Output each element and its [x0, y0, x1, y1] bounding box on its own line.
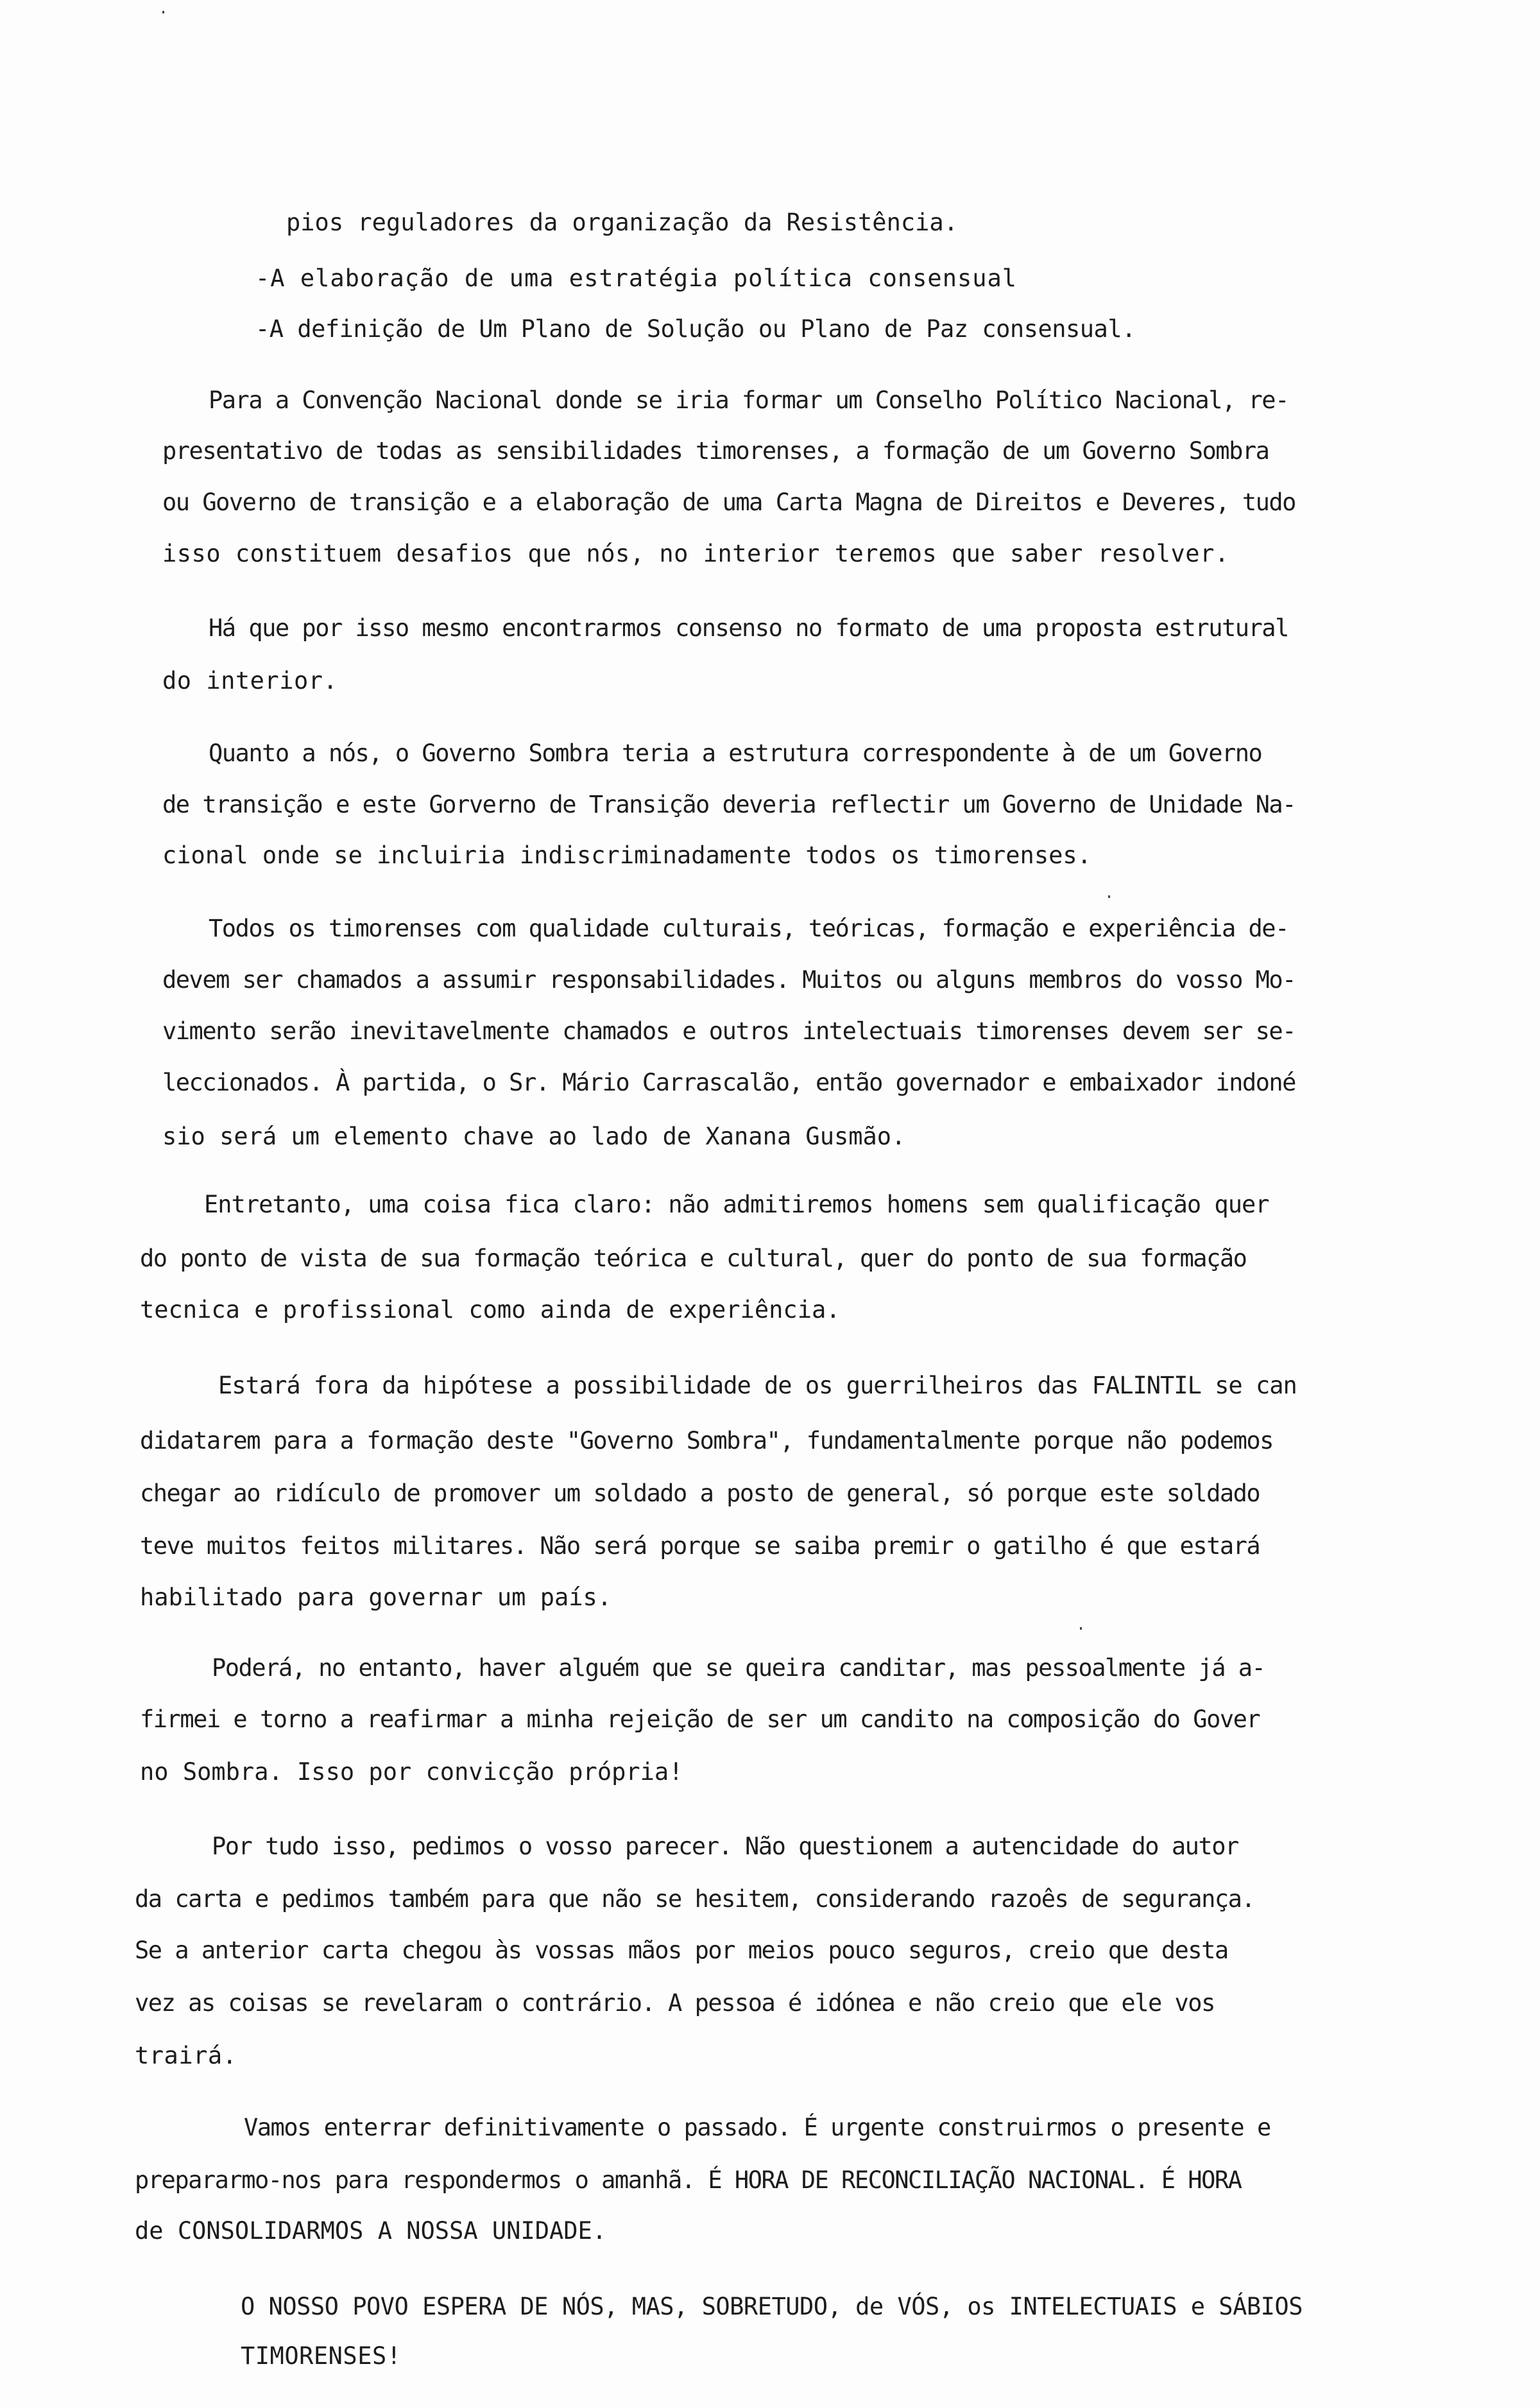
text-line: de transição e este Gorverno de Transição deveria reflectir um Governo de Unidade Na-	[162, 791, 1296, 818]
text-line: Por tudo isso, pedimos o vosso parecer. Não questionem a autencidade do autor	[212, 1833, 1238, 1860]
text-line: Para a Convenção Nacional donde se iria formar um Conselho Político Nacional, re-	[209, 386, 1288, 414]
text-line: sio será um elemento chave ao lado de Xanana Gusmão.	[162, 1123, 906, 1150]
text-line: trairá.	[135, 2042, 237, 2069]
text-line: pios reguladores da organização da Resistência.	[286, 209, 958, 236]
text-line: chegar ao ridículo de promover um soldado a posto de general, só porque este soldado	[140, 1480, 1260, 1507]
text-line: do interior.	[162, 667, 338, 694]
text-line: vimento serão inevitavelmente chamados e outros intelectuais timorenses devem ser se-	[162, 1017, 1296, 1045]
text-line: Entretanto, uma coisa fica claro: não admitiremos homens sem qualificação quer	[204, 1191, 1269, 1218]
text-line: do ponto de vista de sua formação teórica e cultural, quer do ponto de sua formação	[140, 1245, 1247, 1272]
text-line: isso constituem desafios que nós, no interior teremos que saber resolver.	[162, 540, 1229, 567]
text-line: didatarem para a formação deste "Governo Sombra", fundamentalmente porque não podemos	[140, 1427, 1273, 1454]
text-line: Todos os timorenses com qualidade culturais, teóricas, formação e experiência de-	[209, 915, 1288, 942]
text-line: Se a anterior carta chegou às vossas mãos por meios pouco seguros, creio que desta	[135, 1937, 1228, 1964]
scan-speck	[1108, 895, 1110, 898]
text-line: -A elaboração de uma estratégia política consensual	[255, 264, 1018, 292]
text-line: presentativo de todas as sensibilidades timorenses, a formação de um Governo Sombra	[162, 437, 1269, 465]
text-line: Há que por isso mesmo encontrarmos consenso no formato de uma proposta estrutural	[209, 614, 1288, 642]
text-line: leccionados. À partida, o Sr. Mário Carrascalão, então governador e embaixador indoné	[162, 1069, 1296, 1096]
text-line: Poderá, no entanto, haver alguém que se queira canditar, mas pessoalmente já a-	[212, 1654, 1265, 1682]
text-line: Vamos enterrar definitivamente o passado. É urgente construirmos o presente e	[244, 2114, 1270, 2141]
text-line: TIMORENSES!	[241, 2342, 402, 2370]
text-line: -A definição de Um Plano de Solução ou Plano de Paz consensual.	[255, 315, 1136, 343]
text-line: vez as coisas se revelaram o contrário. A pessoa é idónea e não creio que ele vos	[135, 1989, 1215, 2017]
text-line: Estará fora da hipótese a possibilidade de os guerrilheiros das FALINTIL se can	[218, 1372, 1297, 1399]
text-line: da carta e pedimos também para que não se hesitem, considerando razoês de segurança.	[135, 1885, 1255, 1913]
text-line: tecnica e profissional como ainda de experiência.	[140, 1296, 841, 1324]
text-line: ou Governo de transição e a elaboração de uma Carta Magna de Direitos e Deveres, tudo	[162, 488, 1296, 516]
text-line: habilitado para governar um país.	[140, 1583, 612, 1611]
text-line: de CONSOLIDARMOS A NOSSA UNIDADE.	[135, 2217, 607, 2245]
text-line: devem ser chamados a assumir responsabilidades. Muitos ou alguns membros do vosso Mo-	[162, 966, 1296, 994]
text-line: O NOSSO POVO ESPERA DE NÓS, MAS, SOBRETUDO, de VÓS, os INTELECTUAIS e SÁBIOS	[241, 2293, 1303, 2320]
text-line: teve muitos feitos militares. Não será porque se saiba premir o gatilho é que estará	[140, 1532, 1260, 1560]
scan-speck	[1080, 1627, 1082, 1630]
scan-speck	[162, 11, 164, 13]
text-line: no Sombra. Isso por convicção própria!	[140, 1758, 683, 1786]
text-line: Quanto a nós, o Governo Sombra teria a estrutura correspondente à de um Governo	[209, 739, 1262, 767]
text-line: firmei e torno a reafirmar a minha rejeição de ser um candito na composição do Gover	[140, 1705, 1260, 1733]
text-line: prepararmo-nos para respondermos o amanhã. É HORA DE RECONCILIAÇÃO NACIONAL. É HORA	[135, 2166, 1242, 2194]
text-line: cional onde se incluiria indiscriminadamente todos os timorenses.	[162, 841, 1091, 869]
